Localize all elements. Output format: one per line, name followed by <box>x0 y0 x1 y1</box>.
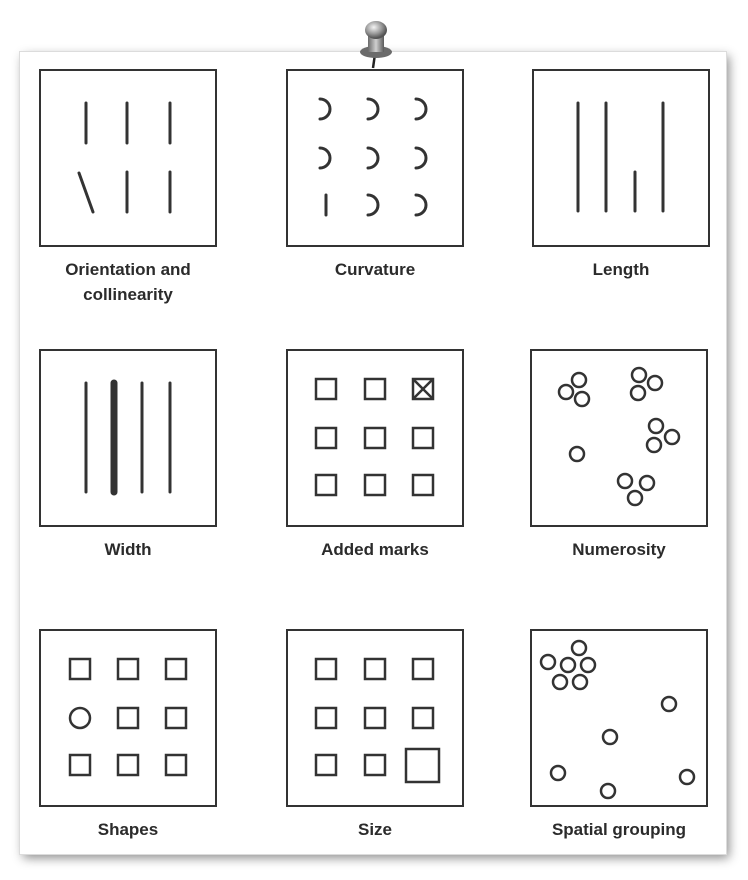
label-added-marks: Added marks <box>321 540 429 559</box>
circle-mark <box>559 385 573 399</box>
circle-mark <box>631 386 645 400</box>
circle-mark <box>640 476 654 490</box>
panel-numerosity <box>530 349 708 527</box>
circle-mark <box>573 675 587 689</box>
circle-mark <box>665 430 679 444</box>
panel-orientation <box>39 69 217 247</box>
label-spatial-grouping: Spatial grouping <box>551 820 687 839</box>
panel-added-marks <box>286 349 464 527</box>
label-length: Length <box>592 260 650 279</box>
circle-mark <box>632 368 646 382</box>
circle-mark <box>575 392 589 406</box>
circle-mark <box>662 697 676 711</box>
circle-mark <box>603 730 617 744</box>
circle-mark <box>553 675 567 689</box>
circle-mark <box>572 373 586 387</box>
circle-mark <box>570 447 584 461</box>
circle-mark <box>628 491 642 505</box>
panel-width <box>39 349 217 527</box>
circle-mark <box>648 376 662 390</box>
label-curvature: Curvature <box>334 260 416 279</box>
label-width: Width <box>104 540 152 559</box>
circle-mark <box>649 419 663 433</box>
panel-size <box>286 629 464 807</box>
panel-curvature <box>286 69 464 247</box>
label-numerosity: Numerosity <box>572 540 666 559</box>
circle-mark <box>541 655 555 669</box>
circle-mark <box>618 474 632 488</box>
circle-mark <box>601 784 615 798</box>
circle-mark <box>551 766 565 780</box>
circle-mark <box>680 770 694 784</box>
panel-length <box>532 69 710 247</box>
circle-mark <box>572 641 586 655</box>
circle-mark <box>647 438 661 452</box>
circle-mark <box>581 658 595 672</box>
label-orientation: Orientation and collinearity <box>65 260 191 304</box>
panel-spatial-grouping <box>530 629 708 807</box>
pushpin-icon <box>354 14 398 74</box>
label-size: Size <box>357 820 393 839</box>
panel-shapes <box>39 629 217 807</box>
circle-mark <box>561 658 575 672</box>
label-shapes: Shapes <box>97 820 159 839</box>
